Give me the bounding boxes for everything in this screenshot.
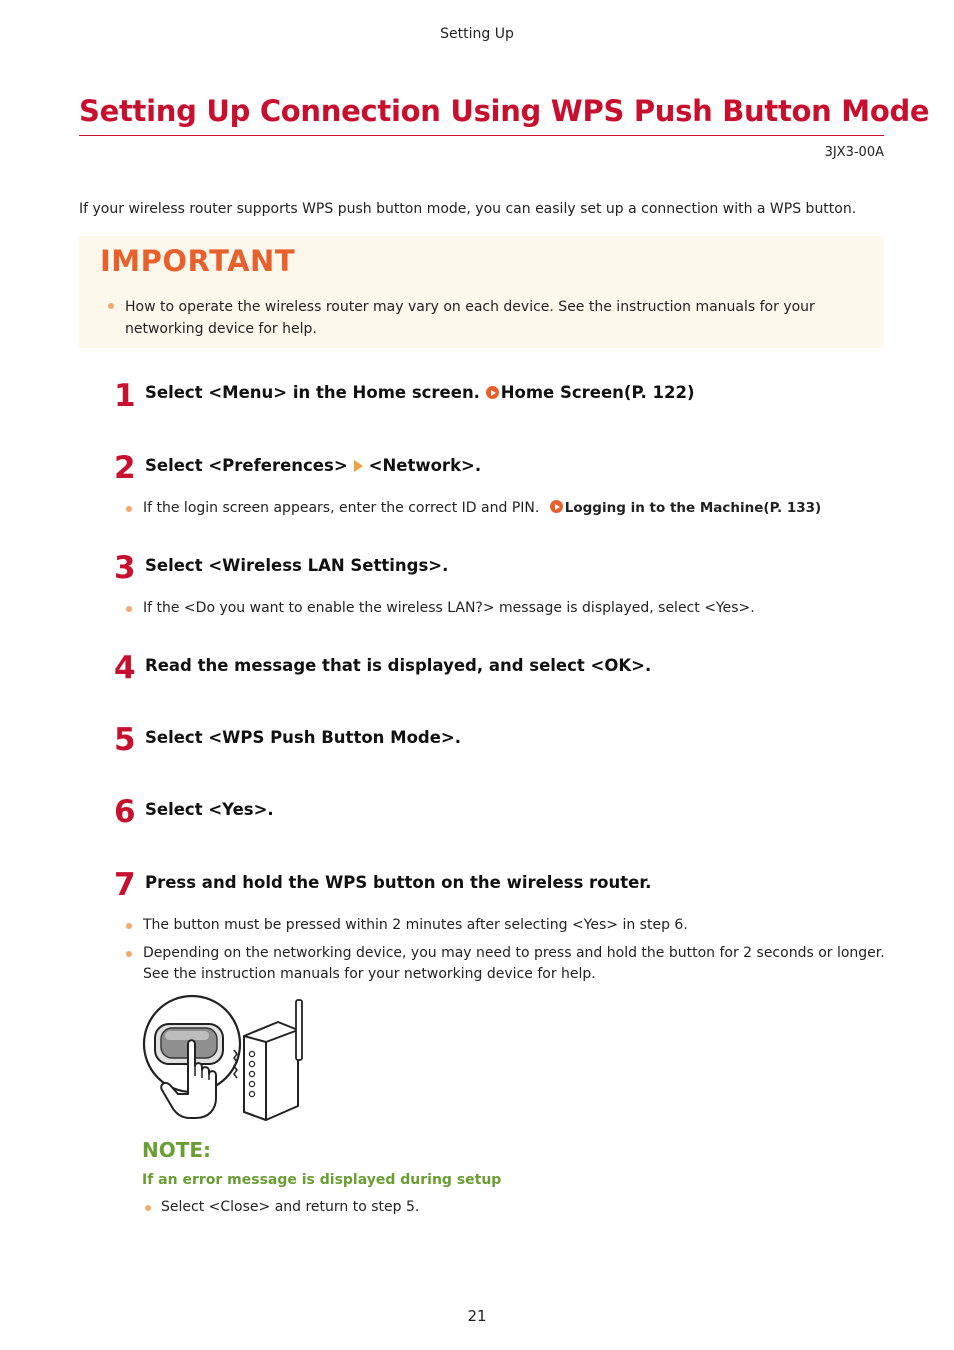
link-arrow-icon — [486, 386, 499, 399]
title-divider — [79, 135, 884, 136]
bullet-icon — [126, 923, 132, 929]
intro-paragraph: If your wireless router supports WPS push button mode, you can easily set up a connection with a WPS button. — [79, 201, 857, 217]
note-text: Select <Close> and return to step 5. — [161, 1199, 420, 1215]
right-arrow-icon — [354, 460, 363, 472]
note-subheading: If an error message is displayed during setup — [142, 1172, 502, 1188]
home-screen-link[interactable]: Home Screen(P. 122) — [486, 383, 695, 402]
bullet-icon — [126, 506, 132, 512]
step-3-note: If the <Do you want to enable the wireless LAN?> message is displayed, select <Yes>. — [143, 600, 755, 616]
note-heading: NOTE: — [142, 1138, 212, 1162]
important-text: How to operate the wireless router may vary on each device. See the instruction manuals for your networking device for help. — [125, 299, 815, 337]
bullet-icon — [126, 951, 132, 957]
step-number: 7 — [114, 867, 136, 903]
bullet-icon — [145, 1205, 151, 1211]
important-heading: IMPORTANT — [100, 244, 296, 278]
step-number: 6 — [114, 794, 136, 830]
step-7-text: Press and hold the WPS button on the wireless router. — [145, 873, 652, 892]
step-number: 4 — [114, 650, 136, 686]
step-1-text: Select <Menu> in the Home screen. Home Screen(P. 122) — [145, 383, 695, 402]
step-number: 1 — [114, 378, 136, 414]
step-3-text: Select <Wireless LAN Settings>. — [145, 556, 449, 575]
step-4-text: Read the message that is displayed, and select <OK>. — [145, 656, 652, 675]
login-link[interactable]: Logging in to the Machine(P. 133) — [550, 500, 821, 516]
running-header: Setting Up — [440, 26, 514, 42]
step-number: 5 — [114, 722, 136, 758]
step-2-text: Select <Preferences> <Network>. — [145, 456, 482, 475]
step-7-note-1: The button must be pressed within 2 minutes after selecting <Yes> in step 6. — [143, 917, 688, 933]
bullet-icon — [126, 606, 132, 612]
link-arrow-icon — [550, 500, 563, 513]
step-5-text: Select <WPS Push Button Mode>. — [145, 728, 462, 747]
step-7-note-2: Depending on the networking device, you may need to press and hold the button for 2 seconds or longer. See the instruction manuals for your networking device for help. — [143, 945, 885, 982]
step-number: 2 — [114, 450, 136, 486]
document-id: 3JX3-00A — [824, 145, 884, 160]
page-title: Setting Up Connection Using WPS Push Button Mode — [79, 94, 930, 128]
step-2-note: If the login screen appears, enter the correct ID and PIN. Logging in to the Machine(P. 133) — [143, 500, 822, 516]
step-number: 3 — [114, 550, 136, 586]
wps-button-illustration — [140, 992, 310, 1124]
bullet-icon — [108, 303, 114, 309]
step-6-text: Select <Yes>. — [145, 800, 274, 819]
page-number: 21 — [467, 1307, 487, 1325]
